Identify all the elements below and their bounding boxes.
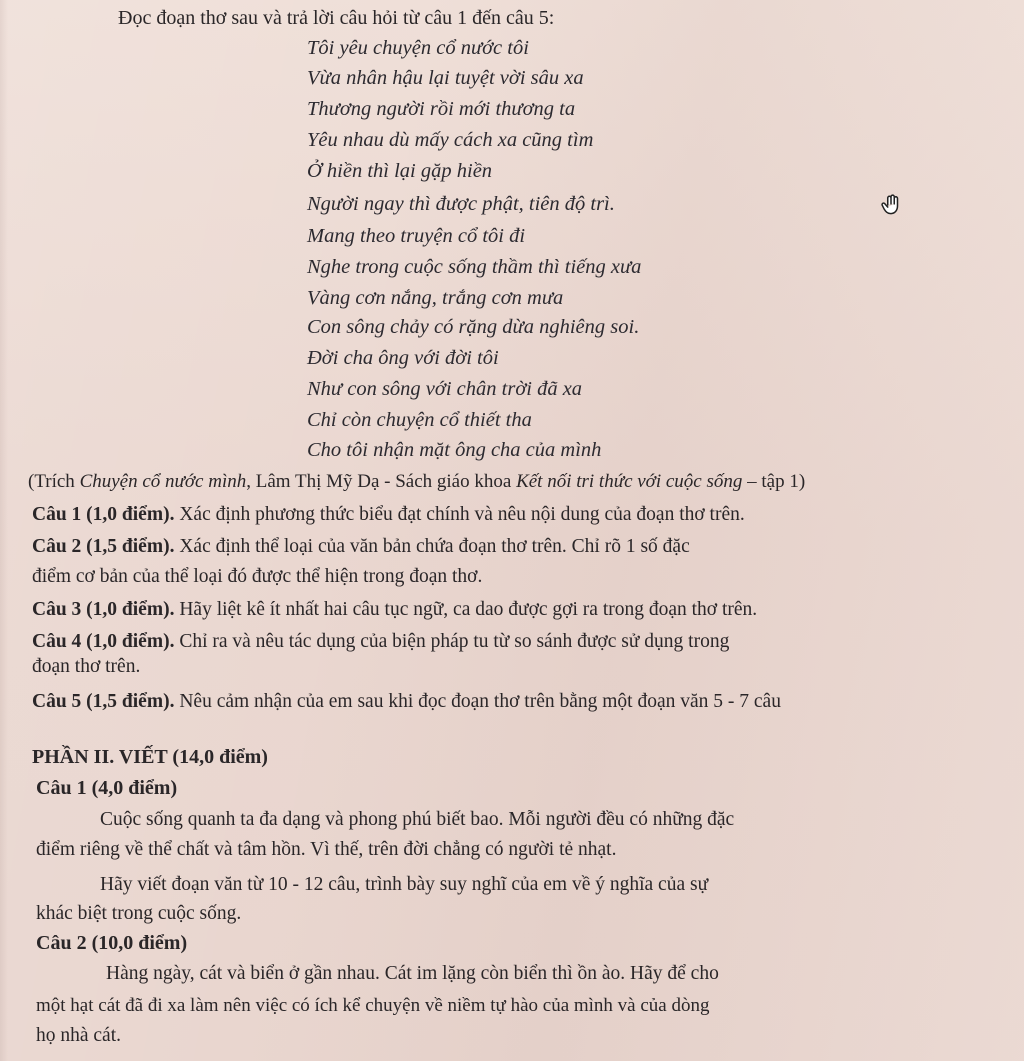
- poem-line: Chỉ còn chuyện cổ thiết tha: [307, 409, 532, 431]
- poem-line: Như con sông với chân trời đã xa: [307, 378, 583, 400]
- citation-suffix: – tập 1): [742, 471, 806, 492]
- question-5: [32, 690, 781, 714]
- part2-question-2-label: Câu 2 (10,0 điểm): [36, 932, 188, 954]
- question-text: Hãy liệt kê ít nhất hai câu tục ngữ, ca dao được gợi ra trong đoạn thơ trên.: [174, 599, 758, 620]
- paragraph-line: Hàng ngày, cát và biển ở gần nhau. Cát im lặng còn biển thì ồn ào. Hãy để cho: [106, 963, 719, 984]
- poem-line: Vừa nhân hậu lại tuyệt vời sâu xa: [307, 67, 584, 89]
- part2-question-1-label: Câu 1 (4,0 điểm): [36, 777, 178, 799]
- poem-line: Cho tôi nhận mặt ông cha của mình: [307, 439, 602, 461]
- citation-book: Kết nối tri thức với cuộc sống: [516, 471, 743, 492]
- question-3: [32, 598, 757, 622]
- poem-line: Vàng cơn nắng, trắng cơn mưa: [307, 287, 564, 309]
- question-label: Câu 1 (1,0 điểm).: [32, 504, 175, 525]
- paragraph-line: Hãy viết đoạn văn từ 10 - 12 câu, trình bày suy nghĩ của em về ý nghĩa của sự: [100, 874, 709, 895]
- poem-line: Đời cha ông với đời tôi: [307, 347, 499, 369]
- question-2-continued: điểm cơ bản của thể loại đó được thể hiện trong đoạn thơ.: [32, 566, 483, 587]
- citation: [28, 470, 805, 494]
- poem-line: Mang theo truyện cổ tôi đi: [307, 225, 526, 247]
- citation-prefix: (Trích: [28, 471, 80, 492]
- question-text: Xác định thể loại của văn bản chứa đoạn thơ trên. Chỉ rõ 1 số đặc: [174, 536, 690, 557]
- question-label: Câu 5 (1,5 điểm).: [32, 691, 175, 712]
- poem-line: Con sông chảy có rặng dừa nghiêng soi.: [307, 316, 640, 338]
- scan-shadow: [0, 0, 8, 1061]
- question-label: Câu 3 (1,0 điểm).: [32, 599, 175, 620]
- question-label: Câu 4 (1,0 điểm).: [32, 631, 175, 652]
- poem-line: Nghe trong cuộc sống thầm thì tiếng xưa: [307, 256, 642, 278]
- poem-line: Người ngay thì được phật, tiên độ trì.: [307, 193, 615, 215]
- paragraph-line: điểm riêng về thể chất và tâm hồn. Vì thế, trên đời chẳng có người tẻ nhạt.: [36, 839, 617, 860]
- question-2: [32, 535, 690, 559]
- question-text: Nêu cảm nhận của em sau khi đọc đoạn thơ trên bằng một đoạn văn 5 - 7 câu: [174, 691, 781, 712]
- question-text: Chỉ ra và nêu tác dụng của biện pháp tu từ so sánh được sử dụng trong: [174, 631, 730, 652]
- instruction-text: Đọc đoạn thơ sau và trả lời câu hỏi từ câu 1 đến câu 5:: [118, 7, 555, 29]
- question-4-continued: đoạn thơ trên.: [32, 656, 141, 677]
- hand-pointer-icon: [878, 193, 904, 219]
- question-label: Câu 2 (1,5 điểm).: [32, 536, 175, 557]
- paragraph-line: một hạt cát đã đi xa làm nên việc có ích kể chuyện về niềm tự hào của mình và của dòng: [36, 995, 710, 1016]
- question-4: [32, 630, 729, 654]
- paragraph-line: họ nhà cát.: [36, 1025, 122, 1046]
- citation-middle: , Lâm Thị Mỹ Dạ - Sách giáo khoa: [246, 471, 517, 492]
- paragraph-line: khác biệt trong cuộc sống.: [36, 903, 242, 924]
- question-1: [32, 503, 745, 527]
- part2-heading: PHẦN II. VIẾT (14,0 điểm): [32, 746, 268, 768]
- paragraph-line: Cuộc sống quanh ta đa dạng và phong phú biết bao. Mỗi người đều có những đặc: [100, 809, 735, 830]
- poem-line: Tôi yêu chuyện cổ nước tôi: [307, 37, 529, 59]
- question-text: Xác định phương thức biểu đạt chính và nêu nội dung của đoạn thơ trên.: [174, 504, 745, 525]
- poem-line: Thương người rồi mới thương ta: [307, 98, 576, 120]
- poem-line: Yêu nhau dù mấy cách xa cũng tìm: [307, 129, 594, 151]
- poem-line: Ở hiền thì lại gặp hiền: [307, 160, 493, 182]
- citation-title: Chuyện cổ nước mình: [79, 471, 247, 492]
